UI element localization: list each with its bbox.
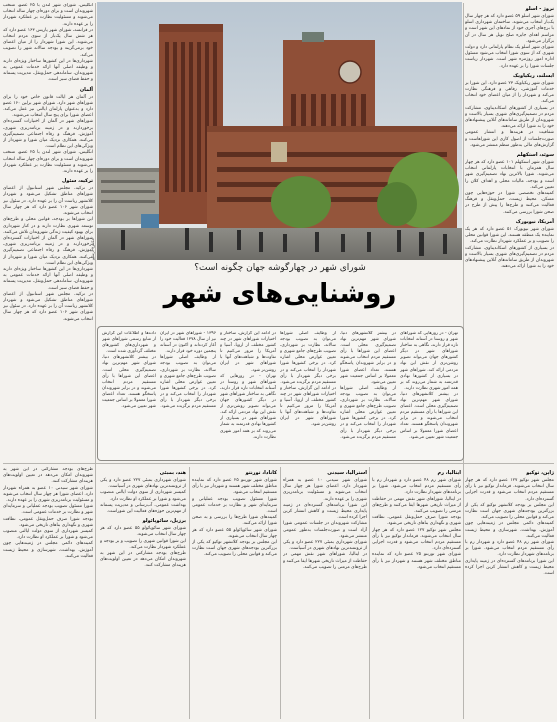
section-subheading: سوئد، استکهلم	[516, 152, 554, 159]
paragraph: شورای شهر تورنتو ۲۵ عضو دارد که نماینده مناطق مختلف شهر هستند و شهردار نیز با رأی مستقیم انتخاب می‌شود.	[192, 478, 277, 496]
paragraph: کمیته‌های دائمی مجلس در زمینه‌هایی چون آموزش، بهداشت، شهرسازی و محیط زیست فعالیت می‌کنند.	[3, 541, 93, 559]
paragraph: داده‌ها و اطلاعات این گزارش از منابع رسمی شوراهای شهر و شهرداری‌های کشورهای مختلف گردآوری شده است.	[102, 331, 156, 355]
paragraph: شورای شهر استکهلم ۱۰۱ عضو دارد که هر چهار سال همزمان با انتخابات پارلمانی انتخاب می‌شوند. شورا بالاترین نهاد تصمیم‌گیری شهر است و بودجه، مالیات محلی و اهداف کلان را تعیین می‌کند.	[465, 160, 554, 190]
paragraph: این شورا قوانین شهری را تصویب و بر بودجه و عملکرد شهردار نظارت می‌کند.	[100, 538, 186, 550]
paragraph: کمیته‌های دائمی مجلس در زمینه‌هایی چون آموزش، بهداشت، شهرسازی و محیط زیست فعالیت می‌کنند.	[465, 521, 554, 539]
article-kicker: شورای شهر در چهارگوشه جهان چگونه است؟	[194, 263, 366, 273]
photo-credit: عکس: آرشیو	[90, 238, 95, 260]
paragraph: بودجه شورا صرف حمل‌ونقل عمومی، نظافت شهری و نگهداری بناهای تاریخی می‌شود.	[3, 516, 93, 528]
section-subheading: هند، بمبئی	[159, 470, 186, 476]
paragraph: شورای شهر ریکیاویک ۲۳ عضو دارد. این شورا بر خدمات آموزشی، رفاهی و فرهنگی نظارت می‌کند و شهردار را از میان اعضای خود انتخاب می‌کند.	[465, 80, 554, 105]
section-subheading: برزیل، سائوپائولو	[142, 518, 186, 525]
column-left-top	[3, 3, 93, 461]
paragraph: در بیشتر کلانشهرهای دنیا، شورای شهر مهم‌ترین نهاد تصمیم‌گیری محلی است. اعضای این شوراها با رأی مستقیم مردم انتخاب می‌شوند و در برابر شهروندان پاسخگو هستند. تعداد اعضای شورا معمولا بر اساس جمعیت شهر تعیین می‌شود.	[400, 391, 458, 440]
column-divider	[189, 467, 190, 719]
section-divider	[3, 463, 554, 464]
column-bottom	[465, 467, 554, 719]
paragraph: طرح‌های بودجه مشارکتی در این شهر به شهروندان امکان می‌دهد در تعیین اولویت‌های هزینه‌ای مشارکت کنند.	[3, 467, 93, 485]
oslo-city-hall-image	[97, 2, 462, 260]
column-right-top	[465, 3, 554, 461]
column-bottom-left	[3, 467, 93, 719]
paragraph: شهرداری‌ها در این کشورها ساختار ویژه‌ای دارند و وظیفه اصلی آنها ارائه خدمات عمومی به شهروندان، ساماندهی حمل‌ونقل، مدیریت پسماند و حفظ فضای سبز است.	[3, 266, 93, 291]
paragraph: مشارکت شهروندان در جلسات عمومی شورا آزاد است و صورت‌جلسات به‌طور عمومی منتشر می‌شود.	[283, 521, 367, 539]
paragraph: شورای شهر سائوپائولو ۵۵ عضو دارد که هر چهار سال انتخاب می‌شوند.	[192, 527, 277, 539]
paragraph: شورای شهر سائوپائولو ۵۵ عضو دارد که هر چهار سال انتخاب می‌شوند.	[100, 526, 186, 538]
paragraph: این شوراها بر بودجه، قوانین محلی و طرح‌های توسعه شهری نظارت دارند و در کنار شهرداری برای بهبود کیفیت زندگی شهروندان تلاش می‌کنند.	[3, 217, 93, 235]
paragraph: در ادامه این گزارش، ساختار و اختیارات شوراهای شهر در چند کشور مختلف از اروپا، آسیا و آمریکا را مرور می‌کنیم تا تفاوت‌ها و شباهت‌های آنها با شوراهای شهر در ایران روشن‌تر شود.	[220, 331, 276, 373]
paragraph: طرح‌های بودجه مشارکتی در این شهر به شهروندان امکان می‌دهد در تعیین اولویت‌های هزینه‌ای مشارکت کنند.	[100, 551, 186, 569]
paragraph: شورای شهر سیدنی ۱۰ عضو به همراه شهردار دارد. اعضای شورا هر چهار سال انتخاب می‌شوند و مسئولیت برنامه‌ریزی شهری را بر عهده دارند.	[3, 485, 93, 504]
paragraph: شورای شهر رم ۴۸ عضو دارد و شهردار رم با رأی مستقیم مردم انتخاب می‌شود. شورا بر برنامه‌های شهردار نظارت دارد.	[372, 478, 461, 496]
column-bottom	[100, 467, 186, 719]
section-subheading: استرالیا، سیدنی	[327, 470, 367, 476]
paragraph: در بیشتر کلانشهرهای دنیا، شورای شهر مهم‌ترین نهاد تصمیم‌گیری محلی است. اعضای این شوراها با رأی مستقیم مردم انتخاب می‌شوند و در برابر شهروندان پاسخگو هستند. تعداد اعضای شورا معمولا بر اساس جمعیت شهر تعیین می‌شود.	[102, 355, 156, 410]
lead-box	[97, 326, 464, 461]
paragraph: در ایتالیا، شوراهای شهر نقش مهمی در حفاظت از میراث تاریخی شهرها ایفا می‌کنند و طرح‌های مرمتی را تصویب می‌کنند.	[372, 496, 461, 515]
paragraph: شورای شهر اسلو یک نظام پارلمانی دارد و دولت شهری که از سوی شورا انتخاب می‌شود مسئول اداره امور روزمره شهر است. شهردار ریاست جلسات شورا را بر عهده دارد.	[465, 45, 554, 69]
lead-column	[340, 331, 396, 456]
lead-column	[400, 331, 458, 456]
paragraph: شورای شهر سیدنی ۱۰ عضو به همراه شهردار دارد. اعضای شورا هر چهار سال انتخاب می‌شوند و مسئولیت برنامه‌ریزی شهری را بر عهده دارند.	[283, 478, 367, 502]
paragraph: تهران - در روزهایی که شوراهای شهر و روستا در آستانه انتخابات تازه قرار دارند، نگاهی به ساختار شوراهای شهر در دیگر کشورهای جهان می‌تواند تصویر روشن‌تری از نقش این نهاد مردمی ارائه کند. شوراهای شهر در بسیاری از کشورها نهادی قدرتمند به شمار می‌روند که بر همه امور شهری نظارت دارند.	[400, 331, 458, 391]
section-subheading: ترکیه، سئول	[61, 178, 93, 185]
column-divider	[95, 3, 96, 719]
paragraph: شهرداری‌ها در این کشورها ساختار ویژه‌ای دارند و وظیفه اصلی آنها ارائه خدمات عمومی به شهروندان، ساماندهی حمل‌ونقل، مدیریت پسماند و حفظ فضای سبز است.	[3, 58, 93, 83]
paragraph: در ادامه این گزارش، ساختار و اختیارات شوراهای شهر در چند کشور مختلف از اروپا، آسیا و آمریکا را مرور می‌کنیم تا تفاوت‌ها و شباهت‌های آنها با شوراهای شهر در ایران روشن‌تر شود.	[280, 385, 336, 428]
section-subheading: کانادا، تورنتو	[245, 470, 277, 476]
lead-column	[220, 331, 276, 456]
paragraph: در فرانسه، شورای شهر پاریس ۱۶۳ عضو دارد که هر شش سال یک‌بار از سوی مردم انتخاب می‌شوند. این شورا شهردار را از میان اعضای خود برمی‌گزیند و بودجه سالانه شهر را تصویب می‌کند.	[3, 27, 93, 58]
paragraph: این شورا برنامه‌های گسترده‌ای در زمینه پایداری محیط زیست و کاهش انتشار کربن اجرا کرده است.	[283, 502, 367, 521]
paragraph: شورا مسئول تصویب بودجه عملیاتی و سرمایه‌ای شهر و نظارت بر خدمات عمومی است.	[192, 496, 277, 515]
paragraph: شورای شهرداری بمبئی ۲۲۷ عضو دارد و یکی از ثروتمندترین نهادهای شهری در آسیاست.	[100, 478, 186, 490]
paragraph: در بیشتر کلانشهرهای دنیا، شورای شهر مهم‌ترین نهاد تصمیم‌گیری محلی است. اعضای این شوراها با رأی مستقیم مردم انتخاب می‌شوند و در برابر شهروندان پاسخگو هستند. تعداد اعضای شورا معمولا بر اساس جمعیت شهر تعیین می‌شود.	[340, 331, 396, 385]
lead-column	[160, 331, 216, 456]
paragraph: در ایتالیا، شوراهای شهر نقش مهمی در حفاظت از میراث تاریخی شهرها ایفا می‌کنند و طرح‌های مرمتی را تصویب می‌کنند.	[283, 552, 367, 570]
paragraph: شورای شهر رم ۴۸ عضو دارد و شهردار رم با رأی مستقیم مردم انتخاب می‌شود. شورا بر برنامه‌های شهردار نظارت دارد.	[465, 540, 554, 558]
paragraph: این مجلس بر بودجه کلانشهر توکیو که یکی از بزرگترین بودجه‌های شهری جهان است نظارت می‌کند و قوانین محلی را تصویب می‌کند.	[465, 502, 554, 521]
paragraph: مجلس شهر توکیو ۱۲۷ عضو دارد که هر چهار سال انتخاب می‌شوند. فرماندار توکیو نیز با رأی مستقیم مردم انتخاب می‌شود و قدرت اجرایی گسترده‌ای دارد.	[372, 527, 461, 552]
section-subheading: ایسلند، ریکیاویک	[513, 72, 554, 79]
section-subheading: ایتالیا، رم	[437, 470, 461, 476]
paragraph: شورای شهر نیویورک ۵۱ عضو دارد که هر یک نماینده یک منطقه هستند. این شورا قوانین محلی را تصویب و بر عملکرد شهردار نظارت می‌کند.	[465, 226, 554, 245]
paragraph: در بسیاری از کشورهای اسکاندیناوی، مشارکت مردم در تصمیم‌گیری‌های شهری بسیار بالاست و شهروندان از طریق سامانه‌های آنلاین پیشنهادهای خود را به شورا ارائه می‌دهند.	[465, 245, 554, 270]
paragraph: شورای شهر اسلو ۵۹ عضو دارد که هر چهار سال یک‌بار انتخاب می‌شوند. ساختمان شهرداری اسلو با برج‌های آجری خود از نمادهای این شهر است و مراسم اهدای جایزه صلح نوبل هر سال در آن برگزار می‌شود.	[465, 14, 554, 44]
column-divider	[280, 467, 281, 719]
paragraph: شورای شهر تورنتو ۲۵ عضو دارد که نماینده مناطق مختلف شهر هستند و شهردار نیز با رأی مستقیم انتخاب می‌شود.	[372, 552, 461, 570]
column-bottom	[283, 467, 367, 719]
paragraph: در آلمان هر ایالت قانون خاص خود را برای شوراهای شهر دارد. شورای شهر برلین ۱۶۰ عضو دارد و به‌عنوان پارلمان ایالتی نیز عمل می‌کند. اعضای شورا برای پنج سال انتخاب می‌شوند.	[3, 94, 93, 119]
paragraph: کمیسر شهرداری از سوی دولت ایالتی منصوب می‌شود و شورا بر عملکرد او نظارت دارد.	[3, 529, 93, 541]
paragraph: شورا مسئول تصویب بودجه عملیاتی و سرمایه‌ای شهر و نظارت بر خدمات عمومی است.	[3, 504, 93, 516]
section-subheading: نروژ - اسلو	[525, 6, 554, 12]
paragraph: مجلس شهر توکیو ۱۲۷ عضو دارد که هر چهار سال انتخاب می‌شوند. فرماندار توکیو نیز با رأی مستقیم مردم انتخاب می‌شود و قدرت اجرایی گسترده‌ای دارد.	[465, 478, 554, 502]
column-divider	[369, 467, 370, 719]
paragraph: این شورا برنامه‌های گسترده‌ای در زمینه پایداری محیط زیست و کاهش انتشار کربن اجرا کرده است.	[465, 558, 554, 577]
paragraph: کمیته‌های شورا طرح‌ها را بررسی و به صحن شورا ارائه می‌کنند.	[192, 515, 277, 527]
paragraph: شوراهای شهر در آلمان از اختیارات گسترده‌ای برخوردارند و در زمینه برنامه‌ریزی شهری، آموزش، فرهنگ و رفاه اجتماعی تصمیم‌گیری می‌کنند. همکاری نزدیک میان شورا و شهردار از ویژگی‌های این نظام است.	[3, 235, 93, 266]
column-bottom	[192, 467, 277, 719]
paragraph: بهداشت عمومی، آب‌رسانی و مدیریت پسماند از مهم‌ترین حوزه‌های فعالیت این شوراست.	[100, 502, 186, 515]
paragraph: انگلیس، شورای شهر لندن با ۲۵ عضو، منتخب شهروندان است و برای دوره‌ای چهار ساله انتخاب می‌شوند و مسئولیت نظارت بر عملکرد شهردار را بر عهده دارند.	[3, 150, 93, 175]
section-subheading: آمریکا، نیویورک	[515, 218, 554, 225]
paragraph: بودجه شورا صرف حمل‌ونقل عمومی، نظافت شهری و نگهداری بناهای تاریخی می‌شود.	[372, 515, 461, 527]
paragraph: کمیته‌های تخصصی شورا در حوزه‌هایی چون مسکن، محیط زیست، حمل‌ونقل و فرهنگ فعالیت می‌کنند و طرح‌ها را پیش از طرح در صحن شورا بررسی می‌کنند.	[465, 191, 554, 215]
paragraph: در بسیاری از کشورهای اسکاندیناوی، مشارکت مردم در تصمیم‌گیری‌های شهری بسیار بالاست و شهروندان از طریق سامانه‌های آنلاین پیشنهادهای خود را به شورا ارائه می‌دهند.	[465, 105, 554, 130]
paragraph: ۱۳۹۶ - شوراهای شهر در ایران نیز از سال ۱۳۷۸ فعالیت خود را آغاز کرده‌اند و اکنون در آستانه پنجمین دوره خود قرار دارند.	[160, 331, 216, 355]
paragraph: شورای شهرداری بمبئی ۲۲۷ عضو دارد و یکی از ثروتمندترین نهادهای شهری در آسیاست.	[283, 540, 367, 552]
paragraph: از وظایف اصلی شوراها می‌توان به تصویب بودجه سالانه، نظارت بر شهرداری، تصویب طرح‌های جامع شهری و تعیین عوارض محلی اشاره کرد. در برخی کشورها شورا شهردار را انتخاب می‌کند و در برخی دیگر شهردار با رأی مستقیم مردم برگزیده می‌شود.	[160, 355, 216, 410]
paragraph: انگلیس، شورای شهر لندن با ۲۵ عضو، منتخب شهروندان است و برای دوره‌ای چهار ساله انتخاب می‌شوند و مسئولیت نظارت بر عملکرد شهردار را بر عهده دارند.	[3, 3, 93, 27]
paragraph: شفافیت در هزینه‌ها و انتشار عمومی صورت‌جلسات از اصول کاری این شوراهاست و گزارش‌های مالی به‌طور منظم منتشر می‌شود.	[465, 130, 554, 148]
paragraph: این مجلس بر بودجه کلانشهر توکیو که یکی از بزرگترین بودجه‌های شهری جهان است نظارت می‌کند و قوانین محلی را تصویب می‌کند.	[192, 540, 277, 558]
column-bottom	[372, 467, 461, 719]
section-subheading: آلمان	[79, 86, 93, 93]
city-hall-photo	[97, 2, 462, 260]
lead-column	[102, 331, 156, 456]
paragraph: کمیسر شهرداری از سوی دولت ایالتی منصوب می‌شود و شورا بر عملکرد او نظارت دارد.	[100, 490, 186, 502]
article-headline: روشنایی‌های شهر	[163, 279, 397, 309]
paragraph: شوراهای شهر در آلمان از اختیارات گسترده‌ای برخوردارند و در زمینه برنامه‌ریزی شهری، آموزش، فرهنگ و رفاه اجتماعی تصمیم‌گیری می‌کنند. همکاری نزدیک میان شورا و شهردار از ویژگی‌های این نظام است.	[3, 119, 93, 150]
section-subheading: ژاپن، توکیو	[526, 470, 554, 476]
paragraph: از وظایف اصلی شوراها می‌توان به تصویب بودجه سالانه، نظارت بر شهرداری، تصویب طرح‌های جامع شهری و تعیین عوارض محلی اشاره کرد. در برخی کشورها شورا شهردار را انتخاب می‌کند و در برخی دیگر شهردار با رأی مستقیم مردم برگزیده می‌شود.	[280, 331, 336, 385]
paragraph: در ترکیه، مجلس شهر استانبول از اعضای شوراهای مناطق تشکیل می‌شود و شهردار کلانشهر ریاست آن را بر عهده دارد. در سئول نیز شورای شهر ۱۰۶ عضو دارد که هر چهار سال انتخاب می‌شوند.	[3, 291, 93, 322]
lead-column	[280, 331, 336, 456]
paragraph: تهران - در روزهایی که شوراهای شهر و روستا در آستانه انتخابات تازه قرار دارند، نگاهی به ساختار شوراهای شهر در دیگر کشورهای جهان می‌تواند تصویر روشن‌تری از نقش این نهاد مردمی ارائه کند. شوراهای شهر در بسیاری از کشورها نهادی قدرتمند به شمار می‌روند که بر همه امور شهری نظارت دارند.	[220, 373, 276, 440]
paragraph: در ترکیه، مجلس شهر استانبول از اعضای شوراهای مناطق تشکیل می‌شود و شهردار کلانشهر ریاست آن را بر عهده دارد. در سئول نیز شورای شهر ۱۰۶ عضو دارد که هر چهار سال انتخاب می‌شوند.	[3, 186, 93, 217]
paragraph: از وظایف اصلی شوراها می‌توان به تصویب بودجه سالانه، نظارت بر شهرداری، تصویب طرح‌های جامع شهری و تعیین عوارض محلی اشاره کرد. در برخی کشورها شورا شهردار را انتخاب می‌کند و در برخی دیگر شهردار با رأی مستقیم مردم برگزیده می‌شود.	[340, 385, 396, 440]
